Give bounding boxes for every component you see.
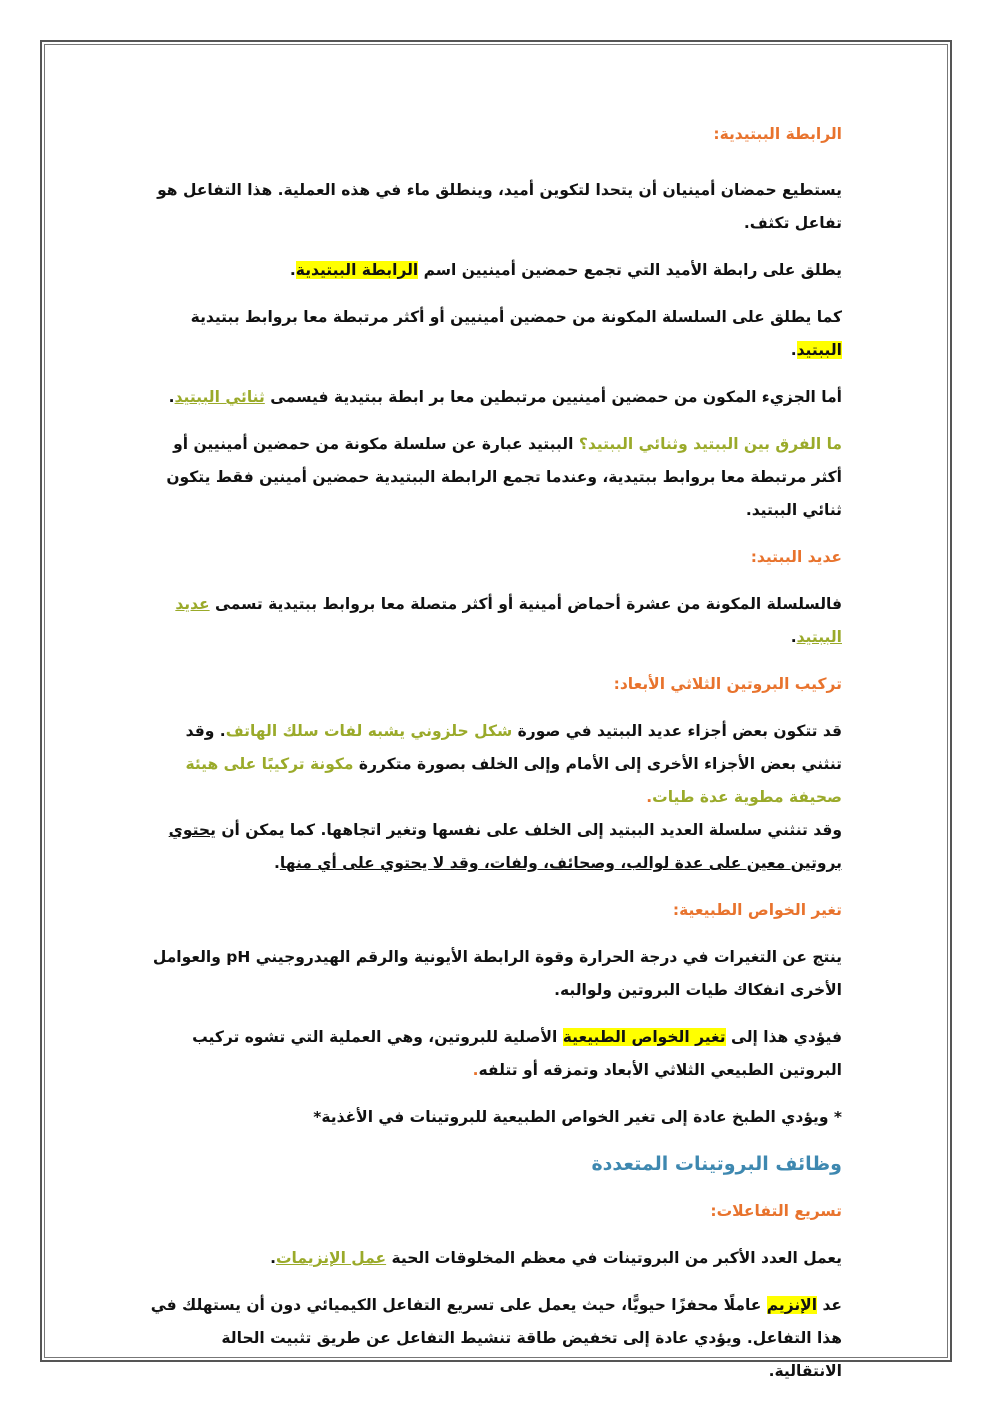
highlight-peptide-bond: الرابطة الببتيدية xyxy=(295,261,419,279)
highlight-denaturation: تغير الخواص الطبيعية xyxy=(562,1028,726,1046)
paragraph-peptide-bond-def: يطلق على رابطة الأميد التي تجمع حمضين أمينيين اسم الرابطة الببتيدية. xyxy=(289,261,842,279)
highlight-peptide: الببتيد xyxy=(796,341,842,359)
heading-3d-structure: تركيب البروتين الثلاثي الأبعاد: xyxy=(613,675,842,693)
paragraph-folding: وقد تنثني سلسلة العديد الببتيد إلى الخلف على نفسها وتغير اتجاهها. كما يمكن أن يحتوي بروتين معين على عدة لوالب، وصحائف، ولفات، وقد لا يحتوي على أي منها. xyxy=(168,821,842,872)
underlined-protein-structures: يحتوي بروتين معين على عدة لوالب، وصحائف، ولفات، وقد لا يحتوي على أي منها xyxy=(168,821,842,872)
title-protein-functions: وظائف البروتينات المتعددة xyxy=(591,1153,842,1175)
paragraph-difference-question: ما الفرق بين الببتيد وثنائي الببتيد؟ الببتيد عبارة عن سلسلة مكونة من حمضين أمينيين أو أكثر مرتبطة معا بروابط ببتيدية، وعندما تجمع الرابطة الببتيدية حمضين أمينين فقط يتكون ثنائي الببتيد. xyxy=(166,435,842,519)
link-enzymes[interactable]: عمل الإنزيمات xyxy=(275,1249,387,1267)
paragraph-helix-sheet: قد تتكون بعض أجزاء عديد الببتيد في صورة شكل حلزوني يشبه لفات سلك الهاتف. وقد تنثني بعض الأجزاء الأخرى إلى الأمام وإلى الخلف بصورة متكررة مكونة تركيبًا على هيئة صحيفة مطوية عدة طيات. xyxy=(185,722,842,806)
paragraph-peptide-def: كما يطلق على السلسلة المكونة من حمضين أمينيين أو أكثر مرتبطة معا بروابط ببتيدية الببتيد. xyxy=(190,308,842,359)
heading-polypeptide: عديد الببتيد: xyxy=(750,548,842,566)
text-helix: شكل حلزوني يشبه لفات سلك الهاتف xyxy=(225,722,513,740)
paragraph-denaturation-def: فيؤدي هذا إلى تغير الخواص الطبيعية الأصلية للبروتين، وهي العملية التي تشوه تركيب البروتين الطبيعي الثلاثي الأبعاد وتمزقه أو تتلفه. xyxy=(192,1028,842,1079)
highlight-enzyme: الإنزيم xyxy=(766,1296,818,1314)
document-body xyxy=(150,118,842,1388)
paragraph-polypeptide-def: فالسلسلة المكونة من عشرة أحماض أمينية أو أكثر متصلة معا بروابط ببتيدية تسمى عديد الببتيد. xyxy=(175,595,842,646)
paragraph-enzymes: يعمل العدد الأكبر من البروتينات في معظم المخلوقات الحية عمل الإنزيمات. xyxy=(270,1249,842,1267)
paragraph-denaturation-causes: ينتج عن التغيرات في درجة الحرارة وقوة الرابطة الأيونية والرقم الهيدروجيني pH والعوامل الأخرى انفكاك طيات البروتين ولوالبه. xyxy=(152,948,842,999)
paragraph-enzyme-def: عد الإنزيم عاملًا محفزًا حيويًّا، حيث يعمل على تسريع التفاعل الكيميائي دون أن يستهلك في هذا التفاعل. ويؤدي عادة إلى تخفيض طاقة تنشيط التفاعل عن طريق تثبيت الحالة الانتقالية. xyxy=(150,1296,842,1380)
heading-catalysis: تسريع التفاعلات: xyxy=(710,1202,842,1220)
paragraph-condensation: يستطيع حمضان أمينيان أن يتحدا لتكوين أميد، وينطلق ماء في هذه العملية. هذا التفاعل هو تفاعل تكثف. xyxy=(157,181,842,232)
paragraph-cooking-note: * ويؤدي الطبخ عادة إلى تغير الخواص الطبيعية للبروتينات في الأغذية* xyxy=(313,1108,842,1126)
text-pleated-sheet: مكونة تركيبًا على هيئة صحيفة مطوية عدة طيات xyxy=(185,755,842,806)
link-polypeptide[interactable]: عديد الببتيد xyxy=(175,595,842,646)
heading-peptide-bond: الرابطة الببتيدية: xyxy=(713,125,842,143)
question-text: ما الفرق بين الببتيد وثنائي الببتيد؟ xyxy=(578,435,842,453)
heading-denaturation: تغير الخواص الطبيعية: xyxy=(672,901,842,919)
link-dipeptide[interactable]: ثنائي الببتيد xyxy=(174,388,265,406)
paragraph-dipeptide-def: أما الجزيء المكون من حمضين أمينيين مرتبطين معا بر ابطة ببتيدية فيسمى ثنائي الببتيد. xyxy=(168,388,842,406)
